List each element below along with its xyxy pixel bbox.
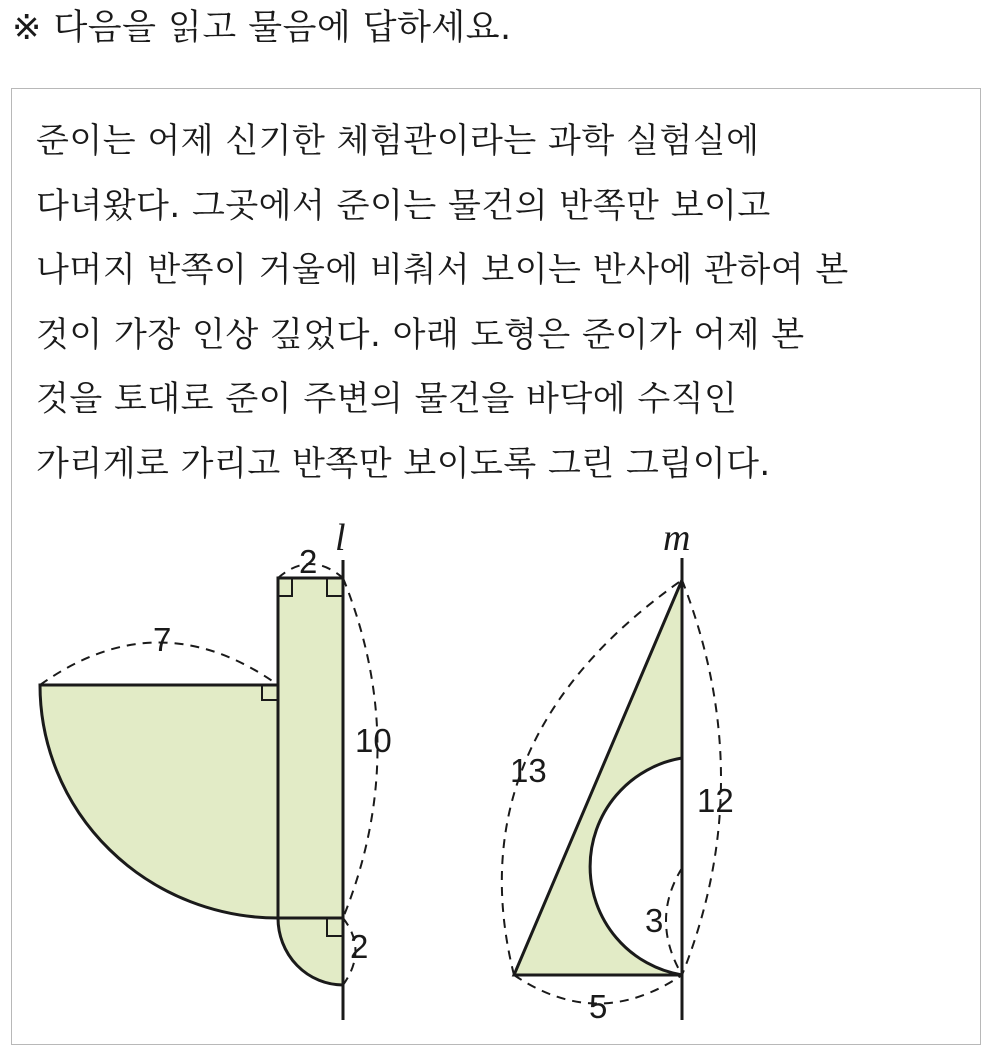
passage-line: 다녀왔다. 그곳에서 준이는 물건의 반쪽만 보이고: [36, 185, 771, 226]
label-bottom: 2: [350, 928, 369, 965]
passage-line: 것을 토대로 준이 주변의 물건을 바닥에 수직인: [36, 379, 738, 419]
left-figure: [40, 517, 392, 1020]
axis-label-l: l: [335, 517, 346, 559]
bottom-quarter-circle: [278, 918, 343, 985]
label-height: 10: [355, 722, 392, 759]
label-top-width: 2: [299, 543, 318, 580]
passage-line: 가리게로 가리고 반쪽만 보이도록 그린 그림이다.: [36, 443, 771, 484]
dimension-arc-height: [682, 580, 721, 975]
quarter-circle-shape: [40, 685, 278, 918]
passage-line: 것이 가장 인상 깊었다. 아래 도형은 준이가 어제 본: [36, 314, 805, 355]
passage-line: 준이는 어제 신기한 체험관이라는 과학 실험실에: [36, 121, 760, 161]
instruction: ※ 다음을 읽고 물음에 답하세요.: [12, 8, 512, 48]
label-base: 5: [589, 988, 608, 1025]
label-hypotenuse: 13: [510, 752, 547, 789]
axis-label-m: m: [663, 517, 691, 559]
label-radius: 7: [153, 621, 172, 658]
label-height: 12: [697, 782, 734, 819]
vertical-rectangle: [278, 578, 343, 918]
label-inner-radius: 3: [645, 902, 664, 939]
right-figure: [502, 517, 734, 1025]
passage-line: 나머지 반쪽이 거울에 비춰서 보이는 반사에 관하여 본: [36, 250, 849, 290]
